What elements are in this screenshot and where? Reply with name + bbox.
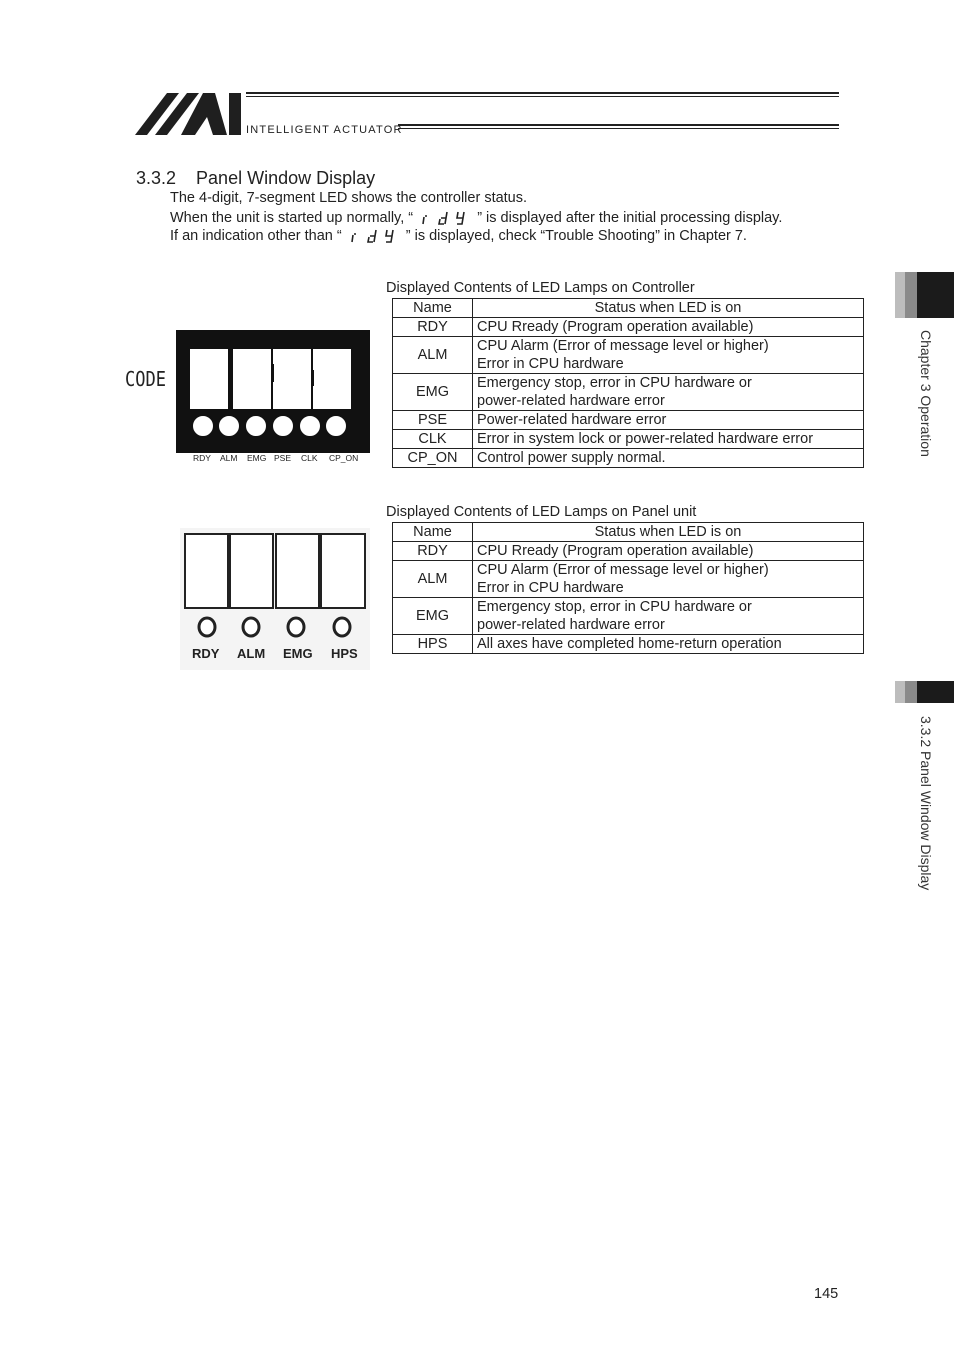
header-rule-bottom	[398, 124, 839, 126]
intro-line-3-pre: If an indication other than “	[170, 227, 342, 244]
panel-lamp-label-emg: EMG	[283, 646, 313, 661]
lamp-label-pse: PSE	[274, 453, 292, 463]
panel-lamp-label-alm: ALM	[237, 646, 266, 661]
row-status: CPU Rready (Program operation available)	[473, 542, 864, 561]
row-name: ALM	[393, 337, 473, 374]
panel-led-table	[392, 522, 864, 654]
rdy-segment-icon	[417, 209, 473, 227]
table-row	[393, 542, 864, 561]
rdy-segment-icon-2	[346, 227, 402, 245]
chapter-tab-light	[895, 272, 905, 318]
chapter-tab-mid	[905, 272, 917, 318]
header-rule-top-thin	[246, 96, 839, 97]
table-row	[393, 318, 864, 337]
row-status-line1: Emergency stop, error in CPU hardware or	[477, 375, 752, 391]
row-status	[473, 337, 864, 374]
row-name: RDY	[393, 318, 473, 337]
row-name: CLK	[393, 430, 473, 449]
table-header-row	[393, 299, 864, 318]
row-name: EMG	[393, 374, 473, 411]
col-status-header: Status when LED is on	[473, 523, 864, 542]
intro-line-3	[170, 227, 747, 245]
row-status-line1: CPU Alarm (Error of message level or higher)	[477, 562, 769, 578]
section-tab-mid	[905, 681, 917, 703]
row-status	[473, 561, 864, 598]
section-tab-dark	[917, 681, 954, 703]
controller-table-caption: Displayed Contents of LED Lamps on Controller	[386, 280, 695, 296]
row-status: Power-related hardware error	[473, 411, 864, 430]
row-status-line1: Emergency stop, error in CPU hardware or	[477, 599, 752, 615]
panel-lamp-labels	[180, 646, 370, 664]
controller-led-display	[176, 330, 370, 453]
row-name: PSE	[393, 411, 473, 430]
row-status-line2: power-related hardware error	[477, 393, 665, 409]
row-name: EMG	[393, 598, 473, 635]
section-tab-light	[895, 681, 905, 703]
panel-lamp-label-hps: HPS	[331, 646, 358, 661]
intro-line-3-post: ” is displayed, check “Trouble Shooting” in Chapter 7.	[405, 227, 747, 244]
intro-line-2	[170, 209, 782, 227]
table-row	[393, 635, 864, 654]
lamp-label-rdy: RDY	[193, 453, 211, 463]
row-status-line2: Error in CPU hardware	[477, 356, 624, 372]
row-name: RDY	[393, 542, 473, 561]
row-status	[473, 598, 864, 635]
row-status: All axes have completed home-return operation	[473, 635, 864, 654]
table-row	[393, 337, 864, 374]
iai-logo	[135, 91, 245, 137]
lamp-label-cp-on: CP_ON	[329, 453, 359, 463]
panel-lamp-label-rdy: RDY	[192, 646, 220, 661]
lamp-label-emg: EMG	[247, 453, 267, 463]
table-row	[393, 430, 864, 449]
page-number: 145	[814, 1286, 839, 1302]
intro-line-1: The 4-digit, 7-segment LED shows the controller status.	[170, 190, 528, 206]
row-status-line1: CPU Alarm (Error of message level or higher)	[477, 338, 769, 354]
row-status	[473, 374, 864, 411]
table-header-row	[393, 523, 864, 542]
row-name: CP_ON	[393, 449, 473, 468]
col-name-header: Name	[393, 523, 473, 542]
header-rule-top	[246, 92, 839, 94]
controller-lamp-labels	[193, 453, 373, 465]
col-status-header: Status when LED is on	[473, 299, 864, 318]
table-row	[393, 449, 864, 468]
row-name: HPS	[393, 635, 473, 654]
row-status: Control power supply normal.	[473, 449, 864, 468]
intro-line-2-post: ” is displayed after the initial processing display.	[477, 209, 783, 226]
code-label: CODE	[125, 367, 166, 391]
table-row	[393, 374, 864, 411]
header-rule-bottom-thin	[398, 128, 839, 129]
intro-line-2-pre: When the unit is started up normally, “	[170, 209, 414, 226]
side-chapter-label: Chapter 3 Operation	[918, 330, 934, 457]
table-row	[393, 561, 864, 598]
brand-name: INTELLIGENT ACTUATOR	[246, 124, 403, 136]
row-status: CPU Rready (Program operation available)	[473, 318, 864, 337]
row-status-line2: Error in CPU hardware	[477, 580, 624, 596]
lamp-label-alm: ALM	[220, 453, 238, 463]
side-section-label: 3.3.2 Panel Window Display	[918, 716, 934, 891]
section-title: 3.3.2 Panel Window Display	[136, 168, 376, 188]
table-row	[393, 411, 864, 430]
row-status-line2: power-related hardware error	[477, 617, 665, 633]
table-row	[393, 598, 864, 635]
chapter-tab-dark	[917, 272, 954, 318]
row-name: ALM	[393, 561, 473, 598]
col-name-header: Name	[393, 299, 473, 318]
row-status: Error in system lock or power-related hardware error	[473, 430, 864, 449]
panel-table-caption: Displayed Contents of LED Lamps on Panel unit	[386, 504, 697, 520]
lamp-label-clk: CLK	[301, 453, 318, 463]
controller-led-table	[392, 298, 864, 468]
